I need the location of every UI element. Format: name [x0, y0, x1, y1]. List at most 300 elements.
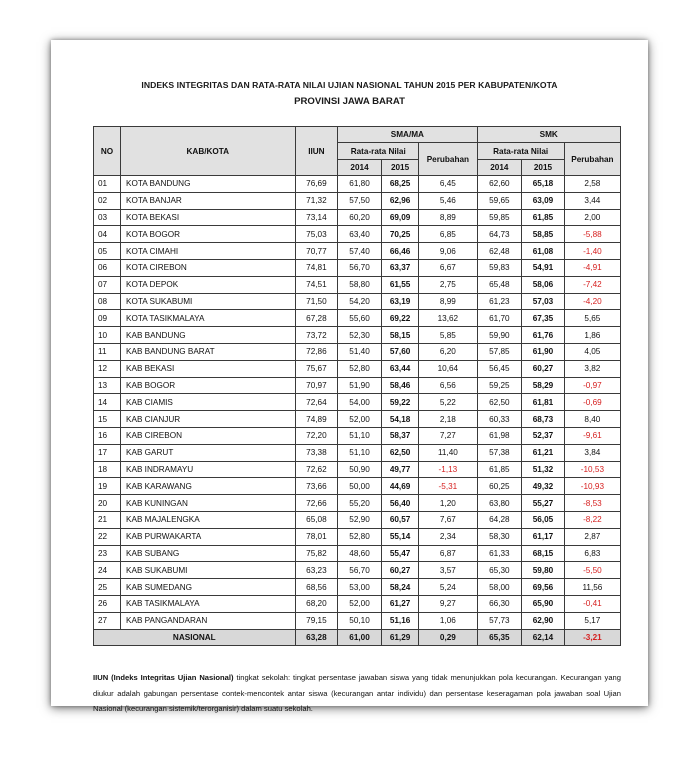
table-row: [94, 612, 621, 629]
header-smk-perubahan: Perubahan: [564, 143, 620, 176]
cell-sma-2015: 62,50: [381, 444, 418, 461]
cell-smk-2015: 68,15: [522, 545, 565, 562]
document-page: [51, 40, 648, 713]
cell-no: 24: [94, 562, 121, 579]
cell-sma-2015: 44,69: [381, 478, 418, 495]
cell-sma-2014: 51,10: [338, 444, 382, 461]
cell-no: 25: [94, 579, 121, 596]
cell-iiun: 72,62: [295, 461, 338, 478]
header-smk-2014: 2014: [477, 160, 522, 176]
table-row: [94, 259, 621, 276]
header-smk: SMK: [477, 127, 621, 143]
cell-iiun: 70,97: [295, 377, 338, 394]
header-smk-rata: Rata-rata Nilai: [477, 143, 564, 160]
cell-kab-kota: KAB KARAWANG: [121, 478, 296, 495]
cell-smk-perubahan: 2,00: [564, 209, 620, 226]
cell-smk-2015: 61,21: [522, 444, 565, 461]
cell-kab-kota: KAB BEKASI: [121, 360, 296, 377]
cell-sma-perubahan: 2,18: [419, 411, 477, 428]
cell-smk-perubahan: -4,20: [564, 293, 620, 310]
cell-no: 27: [94, 612, 121, 629]
cell-iiun: 67,28: [295, 310, 338, 327]
cell-iiun: 73,14: [295, 209, 338, 226]
cell-sma-2015: 63,37: [381, 259, 418, 276]
cell-smk-2014: 58,30: [477, 528, 522, 545]
cell-no: 13: [94, 377, 121, 394]
cell-iiun: 74,89: [295, 411, 338, 428]
cell-kab-kota: KOTA SUKABUMI: [121, 293, 296, 310]
cell-sma-perubahan: 5,85: [419, 327, 477, 344]
cell-smk-perubahan: 3,84: [564, 444, 620, 461]
cell-iiun: 75,67: [295, 360, 338, 377]
cell-sma-perubahan: 13,62: [419, 310, 477, 327]
cell-smk-2015: 56,05: [522, 511, 565, 528]
cell-iiun: 68,20: [295, 595, 338, 612]
cell-sma-2014: 60,20: [338, 209, 382, 226]
cell-kab-kota: KAB SUKABUMI: [121, 562, 296, 579]
table-row: [94, 511, 621, 528]
cell-kab-kota: KOTA TASIKMALAYA: [121, 310, 296, 327]
national-smkChg: -3,21: [564, 629, 620, 646]
cell-iiun: 72,66: [295, 495, 338, 512]
cell-smk-2014: 65,48: [477, 276, 522, 293]
cell-kab-kota: KAB CIAMIS: [121, 394, 296, 411]
cell-sma-2015: 61,55: [381, 276, 418, 293]
cell-iiun: 73,66: [295, 478, 338, 495]
cell-smk-2014: 63,80: [477, 495, 522, 512]
cell-smk-perubahan: -9,61: [564, 427, 620, 444]
cell-iiun: 75,03: [295, 226, 338, 243]
cell-smk-2014: 59,83: [477, 259, 522, 276]
table-row: [94, 562, 621, 579]
cell-smk-2014: 61,85: [477, 461, 522, 478]
cell-iiun: 74,81: [295, 259, 338, 276]
table-row: [94, 411, 621, 428]
national-smk14: 65,35: [477, 629, 522, 646]
cell-kab-kota: KOTA CIMAHI: [121, 243, 296, 260]
cell-sma-perubahan: 8,89: [419, 209, 477, 226]
cell-sma-perubahan: 5,24: [419, 579, 477, 596]
cell-smk-perubahan: 6,83: [564, 545, 620, 562]
cell-kab-kota: KAB BANDUNG: [121, 327, 296, 344]
table-row: [94, 528, 621, 545]
table-row: [94, 377, 621, 394]
cell-sma-2014: 54,20: [338, 293, 382, 310]
cell-no: 02: [94, 192, 121, 209]
cell-smk-perubahan: -8,53: [564, 495, 620, 512]
cell-kab-kota: KAB TASIKMALAYA: [121, 595, 296, 612]
cell-sma-perubahan: 5,46: [419, 192, 477, 209]
cell-kab-kota: KAB GARUT: [121, 444, 296, 461]
cell-sma-2014: 52,00: [338, 411, 382, 428]
cell-smk-2014: 57,85: [477, 343, 522, 360]
national-row: [94, 629, 621, 646]
cell-smk-2015: 67,35: [522, 310, 565, 327]
cell-kab-kota: KOTA DEPOK: [121, 276, 296, 293]
cell-sma-2015: 54,18: [381, 411, 418, 428]
cell-smk-2014: 59,90: [477, 327, 522, 344]
national-smk15: 62,14: [522, 629, 565, 646]
cell-smk-perubahan: -7,42: [564, 276, 620, 293]
cell-smk-2015: 54,91: [522, 259, 565, 276]
table-row: [94, 310, 621, 327]
cell-sma-2015: 68,25: [381, 176, 418, 193]
cell-no: 03: [94, 209, 121, 226]
cell-smk-2014: 62,48: [477, 243, 522, 260]
cell-sma-2015: 58,24: [381, 579, 418, 596]
cell-smk-2015: 57,03: [522, 293, 565, 310]
cell-smk-2014: 57,73: [477, 612, 522, 629]
cell-smk-perubahan: -5,50: [564, 562, 620, 579]
cell-no: 11: [94, 343, 121, 360]
cell-sma-2015: 56,40: [381, 495, 418, 512]
table-row: [94, 545, 621, 562]
cell-sma-perubahan: 8,99: [419, 293, 477, 310]
table-row: [94, 360, 621, 377]
cell-smk-2015: 58,85: [522, 226, 565, 243]
cell-smk-2015: 58,29: [522, 377, 565, 394]
footnote-term: IIUN (Indeks Integritas Ujian Nasional): [93, 673, 234, 682]
cell-iiun: 73,72: [295, 327, 338, 344]
cell-iiun: 72,20: [295, 427, 338, 444]
cell-sma-2015: 55,47: [381, 545, 418, 562]
table-row: [94, 293, 621, 310]
cell-sma-2014: 61,80: [338, 176, 382, 193]
cell-smk-perubahan: 2,87: [564, 528, 620, 545]
results-table: [93, 126, 621, 646]
cell-sma-2014: 56,70: [338, 259, 382, 276]
cell-kab-kota: KOTA BOGOR: [121, 226, 296, 243]
table-body: [94, 176, 621, 646]
header-sma-rata: Rata-rata Nilai: [338, 143, 419, 160]
cell-iiun: 78,01: [295, 528, 338, 545]
cell-smk-2015: 61,85: [522, 209, 565, 226]
cell-smk-2014: 60,25: [477, 478, 522, 495]
cell-sma-perubahan: 6,20: [419, 343, 477, 360]
cell-kab-kota: KAB BANDUNG BARAT: [121, 343, 296, 360]
cell-kab-kota: KAB CIANJUR: [121, 411, 296, 428]
cell-iiun: 65,08: [295, 511, 338, 528]
table-row: [94, 226, 621, 243]
cell-sma-2015: 51,16: [381, 612, 418, 629]
cell-kab-kota: KAB KUNINGAN: [121, 495, 296, 512]
cell-smk-2015: 63,09: [522, 192, 565, 209]
cell-smk-perubahan: 5,17: [564, 612, 620, 629]
cell-smk-2014: 61,33: [477, 545, 522, 562]
cell-sma-2014: 52,80: [338, 360, 382, 377]
document-title: INDEKS INTEGRITAS DAN RATA-RATA NILAI UJIAN NASIONAL TAHUN 2015 PER KABUPATEN/KOTA: [141, 80, 558, 90]
cell-iiun: 71,50: [295, 293, 338, 310]
table-row: [94, 176, 621, 193]
cell-sma-perubahan: 9,06: [419, 243, 477, 260]
header-sma-2014: 2014: [338, 160, 382, 176]
national-sma15: 61,29: [381, 629, 418, 646]
table-row: [94, 595, 621, 612]
cell-smk-2014: 61,98: [477, 427, 522, 444]
cell-sma-2014: 52,00: [338, 595, 382, 612]
cell-no: 01: [94, 176, 121, 193]
cell-smk-perubahan: -4,91: [564, 259, 620, 276]
table-row: [94, 243, 621, 260]
cell-smk-2015: 59,80: [522, 562, 565, 579]
cell-smk-2015: 52,37: [522, 427, 565, 444]
cell-kab-kota: KOTA BEKASI: [121, 209, 296, 226]
table-header: [94, 127, 621, 176]
cell-smk-2015: 58,06: [522, 276, 565, 293]
cell-sma-perubahan: 6,45: [419, 176, 477, 193]
cell-no: 15: [94, 411, 121, 428]
cell-sma-2015: 63,44: [381, 360, 418, 377]
cell-iiun: 71,32: [295, 192, 338, 209]
cell-smk-2015: 65,18: [522, 176, 565, 193]
cell-smk-perubahan: -10,93: [564, 478, 620, 495]
header-sma-perubahan: Perubahan: [419, 143, 477, 176]
cell-smk-perubahan: -0,41: [564, 595, 620, 612]
cell-smk-2015: 51,32: [522, 461, 565, 478]
cell-sma-2015: 66,46: [381, 243, 418, 260]
cell-no: 20: [94, 495, 121, 512]
cell-smk-perubahan: 3,82: [564, 360, 620, 377]
cell-smk-2015: 61,76: [522, 327, 565, 344]
cell-smk-2015: 61,81: [522, 394, 565, 411]
footnote: [93, 670, 621, 717]
cell-sma-2015: 58,46: [381, 377, 418, 394]
cell-sma-2014: 50,10: [338, 612, 382, 629]
cell-smk-perubahan: -8,22: [564, 511, 620, 528]
cell-sma-2014: 52,80: [338, 528, 382, 545]
cell-iiun: 72,86: [295, 343, 338, 360]
cell-sma-perubahan: 6,67: [419, 259, 477, 276]
cell-sma-2014: 63,40: [338, 226, 382, 243]
cell-sma-2015: 58,15: [381, 327, 418, 344]
cell-kab-kota: KAB SUMEDANG: [121, 579, 296, 596]
cell-smk-perubahan: 3,44: [564, 192, 620, 209]
cell-no: 04: [94, 226, 121, 243]
table-row: [94, 579, 621, 596]
cell-sma-perubahan: 9,27: [419, 595, 477, 612]
cell-no: 12: [94, 360, 121, 377]
cell-smk-perubahan: -0,97: [564, 377, 620, 394]
cell-smk-2015: 61,17: [522, 528, 565, 545]
cell-sma-2014: 58,80: [338, 276, 382, 293]
cell-smk-2014: 64,28: [477, 511, 522, 528]
cell-sma-perubahan: 5,22: [419, 394, 477, 411]
cell-smk-2015: 68,73: [522, 411, 565, 428]
cell-smk-2015: 55,27: [522, 495, 565, 512]
cell-no: 22: [94, 528, 121, 545]
cell-no: 18: [94, 461, 121, 478]
cell-smk-perubahan: 8,40: [564, 411, 620, 428]
cell-smk-2015: 65,90: [522, 595, 565, 612]
cell-sma-perubahan: 2,75: [419, 276, 477, 293]
cell-no: 10: [94, 327, 121, 344]
cell-sma-2015: 70,25: [381, 226, 418, 243]
cell-smk-2015: 61,08: [522, 243, 565, 260]
cell-sma-perubahan: 6,87: [419, 545, 477, 562]
cell-no: 23: [94, 545, 121, 562]
cell-sma-2014: 51,10: [338, 427, 382, 444]
header-sma-2015: 2015: [381, 160, 418, 176]
cell-kab-kota: KAB MAJALENGKA: [121, 511, 296, 528]
cell-smk-2014: 66,30: [477, 595, 522, 612]
cell-iiun: 68,56: [295, 579, 338, 596]
header-smk-2015: 2015: [522, 160, 565, 176]
cell-smk-2014: 62,50: [477, 394, 522, 411]
cell-kab-kota: KAB INDRAMAYU: [121, 461, 296, 478]
national-label: NASIONAL: [94, 629, 296, 646]
cell-smk-perubahan: -5,88: [564, 226, 620, 243]
cell-sma-perubahan: 7,67: [419, 511, 477, 528]
cell-sma-2015: 63,19: [381, 293, 418, 310]
cell-smk-2015: 61,90: [522, 343, 565, 360]
cell-sma-perubahan: 6,56: [419, 377, 477, 394]
cell-kab-kota: KOTA BANDUNG: [121, 176, 296, 193]
cell-sma-2015: 62,96: [381, 192, 418, 209]
header-no: NO: [94, 127, 121, 176]
cell-sma-2015: 49,77: [381, 461, 418, 478]
cell-sma-2015: 60,57: [381, 511, 418, 528]
cell-sma-2014: 50,90: [338, 461, 382, 478]
table-row: [94, 192, 621, 209]
cell-kab-kota: KAB CIREBON: [121, 427, 296, 444]
cell-kab-kota: KAB PANGANDARAN: [121, 612, 296, 629]
cell-smk-perubahan: -10,53: [564, 461, 620, 478]
cell-iiun: 70,77: [295, 243, 338, 260]
cell-sma-2014: 54,00: [338, 394, 382, 411]
cell-sma-2014: 51,40: [338, 343, 382, 360]
cell-smk-2014: 59,25: [477, 377, 522, 394]
cell-smk-perubahan: 2,58: [564, 176, 620, 193]
cell-iiun: 72,64: [295, 394, 338, 411]
cell-smk-2014: 64,73: [477, 226, 522, 243]
cell-sma-2014: 50,00: [338, 478, 382, 495]
table-row: [94, 343, 621, 360]
cell-smk-perubahan: 4,05: [564, 343, 620, 360]
header-kab-kota: KAB/KOTA: [121, 127, 296, 176]
cell-no: 26: [94, 595, 121, 612]
cell-iiun: 76,69: [295, 176, 338, 193]
cell-iiun: 63,23: [295, 562, 338, 579]
cell-no: 08: [94, 293, 121, 310]
cell-smk-2014: 62,60: [477, 176, 522, 193]
cell-smk-2015: 62,90: [522, 612, 565, 629]
cell-kab-kota: KAB BOGOR: [121, 377, 296, 394]
cell-sma-2014: 56,70: [338, 562, 382, 579]
cell-sma-2015: 55,14: [381, 528, 418, 545]
cell-smk-2014: 60,33: [477, 411, 522, 428]
cell-sma-2014: 55,60: [338, 310, 382, 327]
cell-no: 07: [94, 276, 121, 293]
cell-smk-perubahan: -1,40: [564, 243, 620, 260]
cell-sma-2014: 51,90: [338, 377, 382, 394]
document-subtitle: PROVINSI JAWA BARAT: [294, 96, 405, 107]
national-smaChg: 0,29: [419, 629, 477, 646]
cell-smk-2015: 69,56: [522, 579, 565, 596]
cell-iiun: 79,15: [295, 612, 338, 629]
cell-no: 05: [94, 243, 121, 260]
cell-sma-perubahan: 6,85: [419, 226, 477, 243]
cell-smk-2014: 61,70: [477, 310, 522, 327]
cell-sma-perubahan: 3,57: [419, 562, 477, 579]
cell-smk-2014: 57,38: [477, 444, 522, 461]
cell-smk-2014: 56,45: [477, 360, 522, 377]
cell-sma-2014: 52,90: [338, 511, 382, 528]
cell-smk-perubahan: 5,65: [564, 310, 620, 327]
cell-smk-2014: 65,30: [477, 562, 522, 579]
cell-sma-2014: 57,40: [338, 243, 382, 260]
cell-sma-perubahan: 1,06: [419, 612, 477, 629]
cell-sma-perubahan: 11,40: [419, 444, 477, 461]
cell-no: 14: [94, 394, 121, 411]
footnote-text: tingkat sekolah: tingkat persentase jawaban siswa yang tidak menunjukkan pola kecurangan. Kecurangan yang diukur adalah gabungan persentase contek-mencontek antar siswa (kecurangan antar individu) dan persentase keseragaman pola jawaban soal Ujian Nasional (kecurangan sistemik/terorganisir) dalam suatu sekolah.: [93, 673, 622, 713]
table-row: [94, 209, 621, 226]
cell-sma-perubahan: 1,20: [419, 495, 477, 512]
cell-no: 09: [94, 310, 121, 327]
cell-iiun: 74,51: [295, 276, 338, 293]
table-row: [94, 478, 621, 495]
cell-sma-2014: 55,20: [338, 495, 382, 512]
cell-kab-kota: KOTA BANJAR: [121, 192, 296, 209]
table-row: [94, 394, 621, 411]
cell-smk-perubahan: 11,56: [564, 579, 620, 596]
cell-no: 21: [94, 511, 121, 528]
cell-kab-kota: KOTA CIREBON: [121, 259, 296, 276]
header-sma: SMA/MA: [338, 127, 477, 143]
cell-sma-perubahan: -5,31: [419, 478, 477, 495]
cell-sma-2015: 59,22: [381, 394, 418, 411]
cell-smk-2015: 60,27: [522, 360, 565, 377]
cell-smk-perubahan: -0,69: [564, 394, 620, 411]
cell-iiun: 73,38: [295, 444, 338, 461]
cell-kab-kota: KAB SUBANG: [121, 545, 296, 562]
cell-sma-2015: 69,22: [381, 310, 418, 327]
cell-smk-2014: 58,00: [477, 579, 522, 596]
header-iiun: IIUN: [295, 127, 338, 176]
cell-no: 19: [94, 478, 121, 495]
table-row: [94, 276, 621, 293]
cell-kab-kota: KAB PURWAKARTA: [121, 528, 296, 545]
cell-smk-2015: 49,32: [522, 478, 565, 495]
cell-no: 16: [94, 427, 121, 444]
cell-no: 06: [94, 259, 121, 276]
cell-sma-perubahan: -1,13: [419, 461, 477, 478]
cell-iiun: 75,82: [295, 545, 338, 562]
cell-sma-2015: 57,60: [381, 343, 418, 360]
cell-smk-perubahan: 1,86: [564, 327, 620, 344]
table-row: [94, 495, 621, 512]
table-row: [94, 327, 621, 344]
cell-smk-2014: 61,23: [477, 293, 522, 310]
cell-no: 17: [94, 444, 121, 461]
cell-sma-perubahan: 2,34: [419, 528, 477, 545]
national-sma14: 61,00: [338, 629, 382, 646]
cell-sma-perubahan: 7,27: [419, 427, 477, 444]
cell-sma-2015: 60,27: [381, 562, 418, 579]
cell-smk-2014: 59,65: [477, 192, 522, 209]
table-row: [94, 444, 621, 461]
cell-smk-2014: 59,85: [477, 209, 522, 226]
cell-sma-2014: 57,50: [338, 192, 382, 209]
table-row: [94, 461, 621, 478]
cell-sma-2015: 69,09: [381, 209, 418, 226]
cell-sma-2015: 58,37: [381, 427, 418, 444]
cell-sma-2014: 48,60: [338, 545, 382, 562]
cell-sma-2014: 53,00: [338, 579, 382, 596]
cell-sma-perubahan: 10,64: [419, 360, 477, 377]
table-row: [94, 427, 621, 444]
cell-sma-2014: 52,30: [338, 327, 382, 344]
cell-sma-2015: 61,27: [381, 595, 418, 612]
